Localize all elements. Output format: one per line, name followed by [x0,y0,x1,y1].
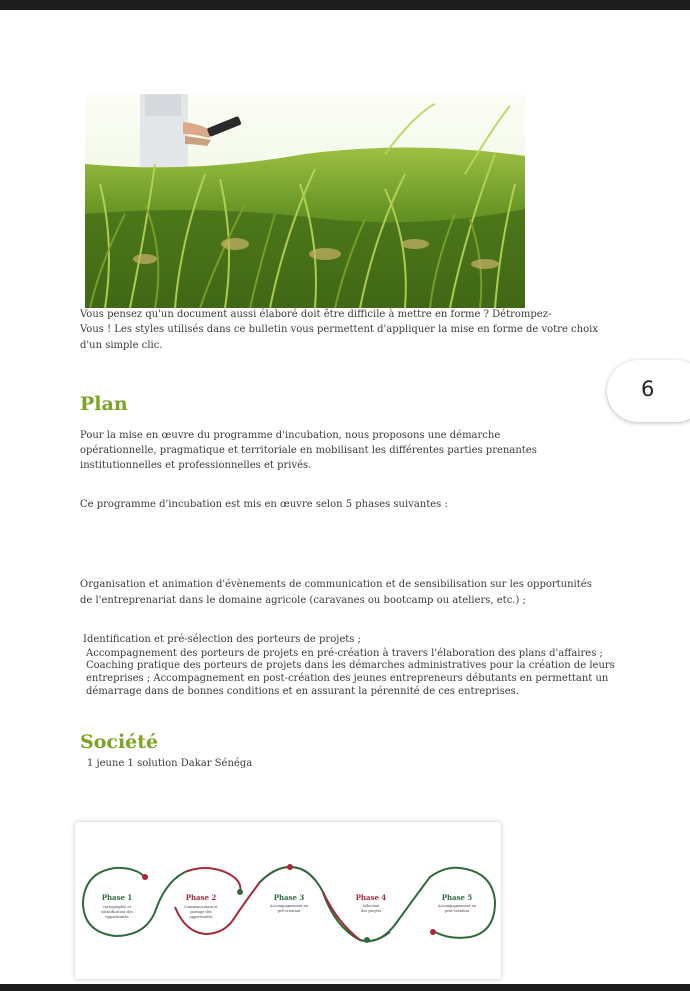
phase-2-desc-2: partage des [190,910,212,914]
phase-3-dot [287,864,293,870]
page-number: 6 [641,377,655,401]
plan-para4: Identification et pré-sélection des porteurs de projets ; [83,634,361,645]
intro-line-2: Vous ! Les styles utilisés dans ce bulletin vous permettent d'appliquer la mise en forme de votre choix [80,324,598,335]
plan-para5-line3: entreprises ; Accompagnement en post-création des jeunes entrepreneurs débutants en permettant un [86,673,609,684]
phase-1-desc-2: identification des [101,910,133,914]
phase-2-curve-top [185,868,240,892]
phase-2-title: Phase 2 [185,893,217,902]
phase-1-desc-1: cartographie et [102,905,132,909]
phase-2-dot [237,889,243,895]
societe-heading: Société [80,731,159,753]
bottom-bar [0,984,690,991]
phase-2-desc-1: Communication et [184,905,218,909]
plan-para5-line1: Accompagnement des porteurs de projets en pré-création à travers l'élaboration des plans d'affaires ; [86,648,603,659]
plan-heading: Plan [80,393,128,415]
phase-4-dot [364,937,370,943]
intro-line-3: d'un simple clic. [80,340,163,351]
top-bar [0,0,690,10]
societe-text: 1 jeune 1 solution Dakar Sénéga [87,758,253,769]
phase-5-title: Phase 5 [441,893,473,902]
phase-4-desc-2: des projets [360,909,382,913]
phase-2-desc-3: opportunités [189,915,213,919]
phase-4-curve [323,892,360,940]
phase-5-dot [430,929,436,935]
phase-5-desc-1: Accompagnement en [437,904,477,908]
phase-4-title: Phase 4 [355,893,387,902]
intro-line-1: Vous pensez qu'un document aussi élaboré doit être difficile à mettre en forme ? Détrompez- [80,309,552,320]
plan-para1-line1: Pour la mise en œuvre du programme d'incubation, nous proposons une démarche [80,430,501,441]
phase-3-desc-1: Accompagnement en [269,904,309,908]
page-number-badge [607,360,690,422]
phase-1-title: Phase 1 [101,893,133,902]
phase-3-desc-2: pré-création [277,909,301,913]
plan-para3-line1: Organisation et animation d'évènements de communication et de sensibilisation sur les opportunités [80,579,592,590]
phase-4-desc-1: Sélection [362,904,380,908]
plan-para5-line4: démarrage dans de bonnes conditions et en assurant la pérennité de ces entreprises. [86,686,519,697]
phase-1-desc-3: opportunités [105,915,129,919]
phase-5-desc-2: post-création [444,909,470,913]
plan-para1-line2: opérationnelle, pragmatique et territoriale en mobilisant les différentes parties prenantes [80,445,537,456]
phase-1-curve [83,868,185,936]
phase-3-title: Phase 3 [273,893,305,902]
rice-field-photo [85,94,525,308]
plan-para3-line2: de l'entreprenariat dans le domaine agricole (caravanes ou bootcamp ou ateliers, etc.) ; [80,595,526,606]
plan-para2: Ce programme d'incubation est mis en œuvre selon 5 phases suivantes : [80,499,448,510]
plan-para5-line2: Coaching pratique des porteurs de projets dans les démarches administratives pour la création de leurs [86,660,615,671]
plan-para1-line3: institutionnelles et professionnelles et privés. [80,460,312,471]
phase-1-dot [142,874,148,880]
phases-diagram [75,822,501,979]
